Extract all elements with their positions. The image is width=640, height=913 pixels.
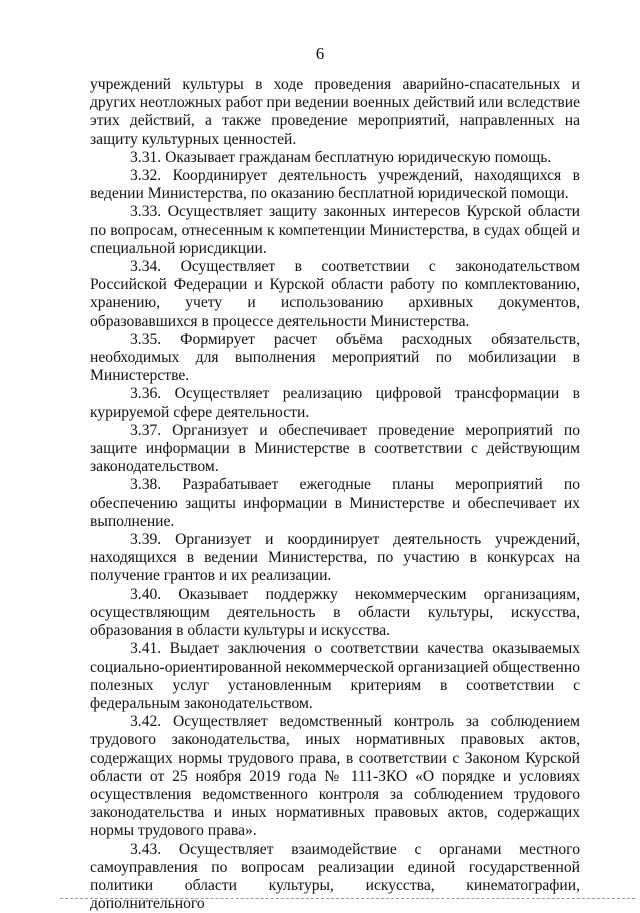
- paragraph-3-41: 3.41. Выдает заключения о соответствии качества оказываемых социально-ориентированной некоммерческой организацией общественно полезных услуг установленным критериям в соответствии с федеральным законодательством.: [90, 640, 580, 712]
- paragraph-3-35: 3.35. Формирует расчет объёма расходных обязательств, необходимых для выполнения мероприятий по мобилизации в Министерстве.: [90, 330, 580, 385]
- paragraph-3-37: 3.37. Организует и обеспечивает проведение мероприятий по защите информации в Министерстве в соответствии с действующим законодательством.: [90, 421, 580, 476]
- paragraph-3-36: 3.36. Осуществляет реализацию цифровой трансформации в курируемой сфере деятельности.: [90, 385, 580, 421]
- paragraph-3-34: 3.34. Осуществляет в соответствии с законодательством Российской Федерации и Курской области работу по комплектованию, хранению, учету и использованию архивных документов, образовавшихся в процессе деятельности Министерства.: [90, 258, 580, 330]
- paragraph-3-43: 3.43. Осуществляет взаимодействие с органами местного самоуправления по вопросам реализации единой государственной политики области культуры, искусства, кинематографии, дополнительного: [90, 840, 580, 913]
- paragraph-3-42: 3.42. Осуществляет ведомственный контроль за соблюдением трудового законодательства, иных нормативных правовых актов, содержащих нормы трудового права, в соответствии с Законом Курской области от 25 ноября 2019 года № 111-ЗКО «О порядке и условиях осуществления ведомственного контроля за соблюдением трудового законодательства и иных нормативных правовых актов, содержащих нормы трудового права».: [90, 713, 580, 840]
- paragraph-3-33: 3.33. Осуществляет защиту законных интересов Курской области по вопросам, отнесенным к компетенции Министерства, в судах общей и специальной юрисдикции.: [90, 203, 580, 257]
- page-number: 6: [315, 44, 325, 63]
- paragraph-3-39: 3.39. Организует и координирует деятельность учреждений, находящихся в ведении Министерства, по участию в конкурсах на получение грантов и их реализации.: [90, 531, 580, 585]
- paragraph-3-38: 3.38. Разрабатывает ежегодные планы мероприятий по обеспечению защиты информации в Министерстве и обеспечивает их выполнение.: [90, 476, 580, 530]
- document-body: [90, 76, 580, 913]
- paragraph-continuation: учреждений культуры в ходе проведения аварийно-спасательных и других неотложных работ при ведении военных действий или вследствие этих действий, а также проведение мероприятий, направленных на защиту культурных ценностей.: [90, 76, 580, 148]
- paragraph-3-32: 3.32. Координирует деятельность учреждений, находящихся в ведении Министерства, по оказанию бесплатной юридической помощи.: [90, 167, 580, 203]
- paragraph-3-31: 3.31. Оказывает гражданам бесплатную юридическую помощь.: [130, 148, 552, 166]
- paragraph-3-40: 3.40. Оказывает поддержку некоммерческим организациям, осуществляющим деятельность в области культуры, искусства, образования в области культуры и искусства.: [90, 585, 580, 640]
- scan-edge-divider: [60, 898, 635, 899]
